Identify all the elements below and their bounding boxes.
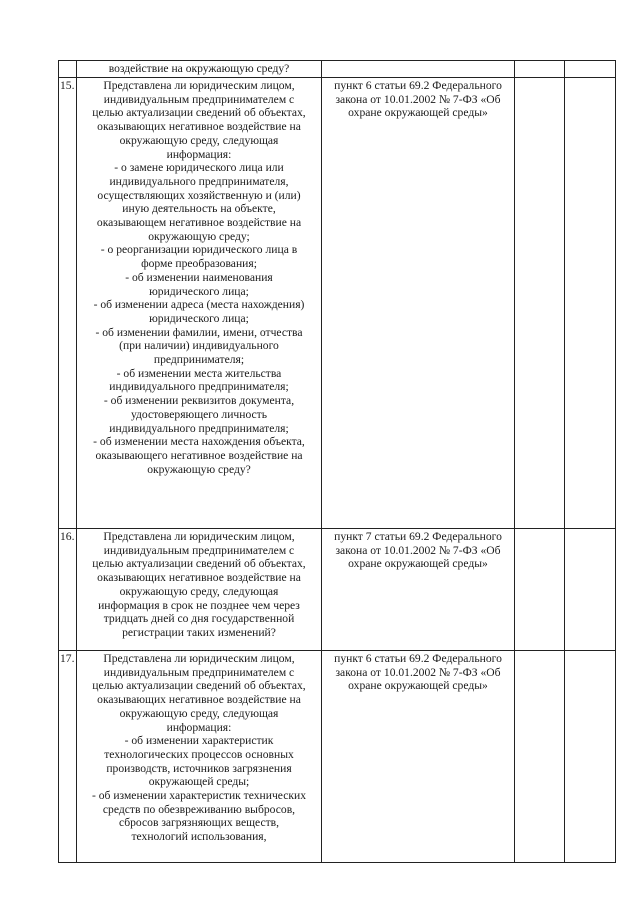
question-line: осуществляющих хозяйственную и (или) xyxy=(97,188,301,202)
row-number: 17. xyxy=(59,651,77,863)
question-line: регистрации таких изменений? xyxy=(122,625,276,639)
question-line: (при наличии) индивидуального xyxy=(119,339,279,353)
law-reference-line: пункт 6 статьи 69.2 Федерального xyxy=(334,652,502,665)
law-reference-line: охране окружающей среды» xyxy=(348,679,488,693)
question-line: окружающую среду, следующая xyxy=(119,584,279,598)
row-number: 16. xyxy=(59,529,77,651)
question-line: индивидуального предпринимателя; xyxy=(109,380,289,394)
question-line: - о замене юридического лица или xyxy=(114,161,284,175)
question-line: воздействие на окружающую среду? xyxy=(108,62,290,75)
question-line: индивидуальным предпринимателем с xyxy=(103,92,295,106)
table-row-16 xyxy=(59,529,616,651)
law-reference-line: закона от 10.01.2002 № 7-ФЗ «Об xyxy=(335,665,501,679)
question-line: форме преобразования; xyxy=(141,257,257,271)
question-line: предпринимателя; xyxy=(153,353,245,367)
question-line: окружающую среду, следующая xyxy=(119,133,279,147)
answer-cell xyxy=(515,61,565,78)
question-line: оказывающего негативное воздействие на xyxy=(95,448,303,462)
question-line: информация: xyxy=(166,147,232,161)
answer-cell xyxy=(515,78,565,529)
question-line: технологических процессов основных xyxy=(104,747,294,761)
note-cell xyxy=(565,61,616,78)
answer-cell xyxy=(515,529,565,651)
checklist-table xyxy=(58,60,616,863)
law-reference-cell xyxy=(322,529,515,651)
question-line: оказывающих негативное воздействие на xyxy=(97,120,301,134)
question-line: информация: xyxy=(166,720,232,734)
question-line: окружающую среду? xyxy=(147,462,251,476)
question-line: оказывающем негативное воздействие на xyxy=(96,216,302,230)
table-row-continuation xyxy=(59,61,616,78)
table-row-15 xyxy=(59,78,616,529)
question-line: - об изменении характеристик технических xyxy=(91,789,306,803)
row-number: 15. xyxy=(59,78,77,529)
question-line: - об изменении места жительства xyxy=(116,366,282,380)
question-line: целью актуализации сведений об объектах, xyxy=(92,557,306,571)
law-reference-line: закона от 10.01.2002 № 7-ФЗ «Об xyxy=(335,92,501,106)
question-line: информация в срок не позднее чем через xyxy=(98,598,300,612)
question-line: - об изменении реквизитов документа, xyxy=(103,394,295,408)
law-reference-line: закона от 10.01.2002 № 7-ФЗ «Об xyxy=(335,543,501,557)
row-number-cell xyxy=(59,61,77,78)
law-reference-cell xyxy=(322,61,515,78)
question-line: окружающей среды; xyxy=(148,775,250,789)
question-line: производств, источников загрязнения xyxy=(106,761,292,775)
question-line: тридцать дней со дня государственной xyxy=(103,612,295,626)
question-line: целью актуализации сведений об объектах, xyxy=(92,106,306,120)
question-line: оказывающих негативное воздействие на xyxy=(97,693,301,707)
law-reference-line: пункт 6 статьи 69.2 Федерального xyxy=(334,79,502,92)
question-line: Представлена ли юридическим лицом, xyxy=(103,652,295,665)
law-reference-line: пункт 7 статьи 69.2 Федерального xyxy=(334,530,502,543)
question-line: окружающую среду; xyxy=(148,229,250,243)
question-line: - об изменении адреса (места нахождения) xyxy=(93,298,305,312)
note-cell xyxy=(565,651,616,863)
question-line: сбросов загрязняющих веществ, xyxy=(118,816,280,830)
question-line: - об изменении фамилии, имени, отчества xyxy=(95,325,303,339)
question-cell xyxy=(77,529,322,651)
question-cell xyxy=(77,651,322,863)
question-line: технологий использования, xyxy=(131,830,267,844)
question-cell xyxy=(77,61,322,78)
question-line: индивидуального предпринимателя; xyxy=(109,421,289,435)
table-row-17 xyxy=(59,651,616,863)
question-line: индивидуального предпринимателя, xyxy=(109,174,289,188)
question-cell xyxy=(77,78,322,529)
answer-cell xyxy=(515,651,565,863)
note-cell xyxy=(565,78,616,529)
question-line: целью актуализации сведений об объектах, xyxy=(92,679,306,693)
question-line: удостоверяющего личность xyxy=(130,407,268,421)
question-line: - о реорганизации юридического лица в xyxy=(100,243,298,257)
question-line: индивидуальным предпринимателем с xyxy=(103,665,295,679)
law-reference-line: охране окружающей среды» xyxy=(348,106,488,120)
question-line: оказывающих негативное воздействие на xyxy=(97,571,301,585)
question-line: - об изменении характеристик xyxy=(124,734,274,748)
law-reference-line: охране окружающей среды» xyxy=(348,557,488,571)
question-line: юридического лица; xyxy=(149,284,249,298)
note-cell xyxy=(565,529,616,651)
question-line: Представлена ли юридическим лицом, xyxy=(103,530,295,543)
law-reference-cell xyxy=(322,651,515,863)
question-line: - об изменении наименования xyxy=(125,270,273,284)
law-reference-cell xyxy=(322,78,515,529)
question-line: - об изменении места нахождения объекта, xyxy=(93,435,305,449)
question-line: Представлена ли юридическим лицом, xyxy=(103,79,295,92)
question-line: иную деятельность на объекте, xyxy=(122,202,276,216)
question-line: средств по обезвреживанию выбросов, xyxy=(102,802,296,816)
question-line: окружающую среду, следующая xyxy=(119,706,279,720)
question-line: индивидуальным предпринимателем с xyxy=(103,543,295,557)
question-line: юридического лица; xyxy=(149,311,249,325)
